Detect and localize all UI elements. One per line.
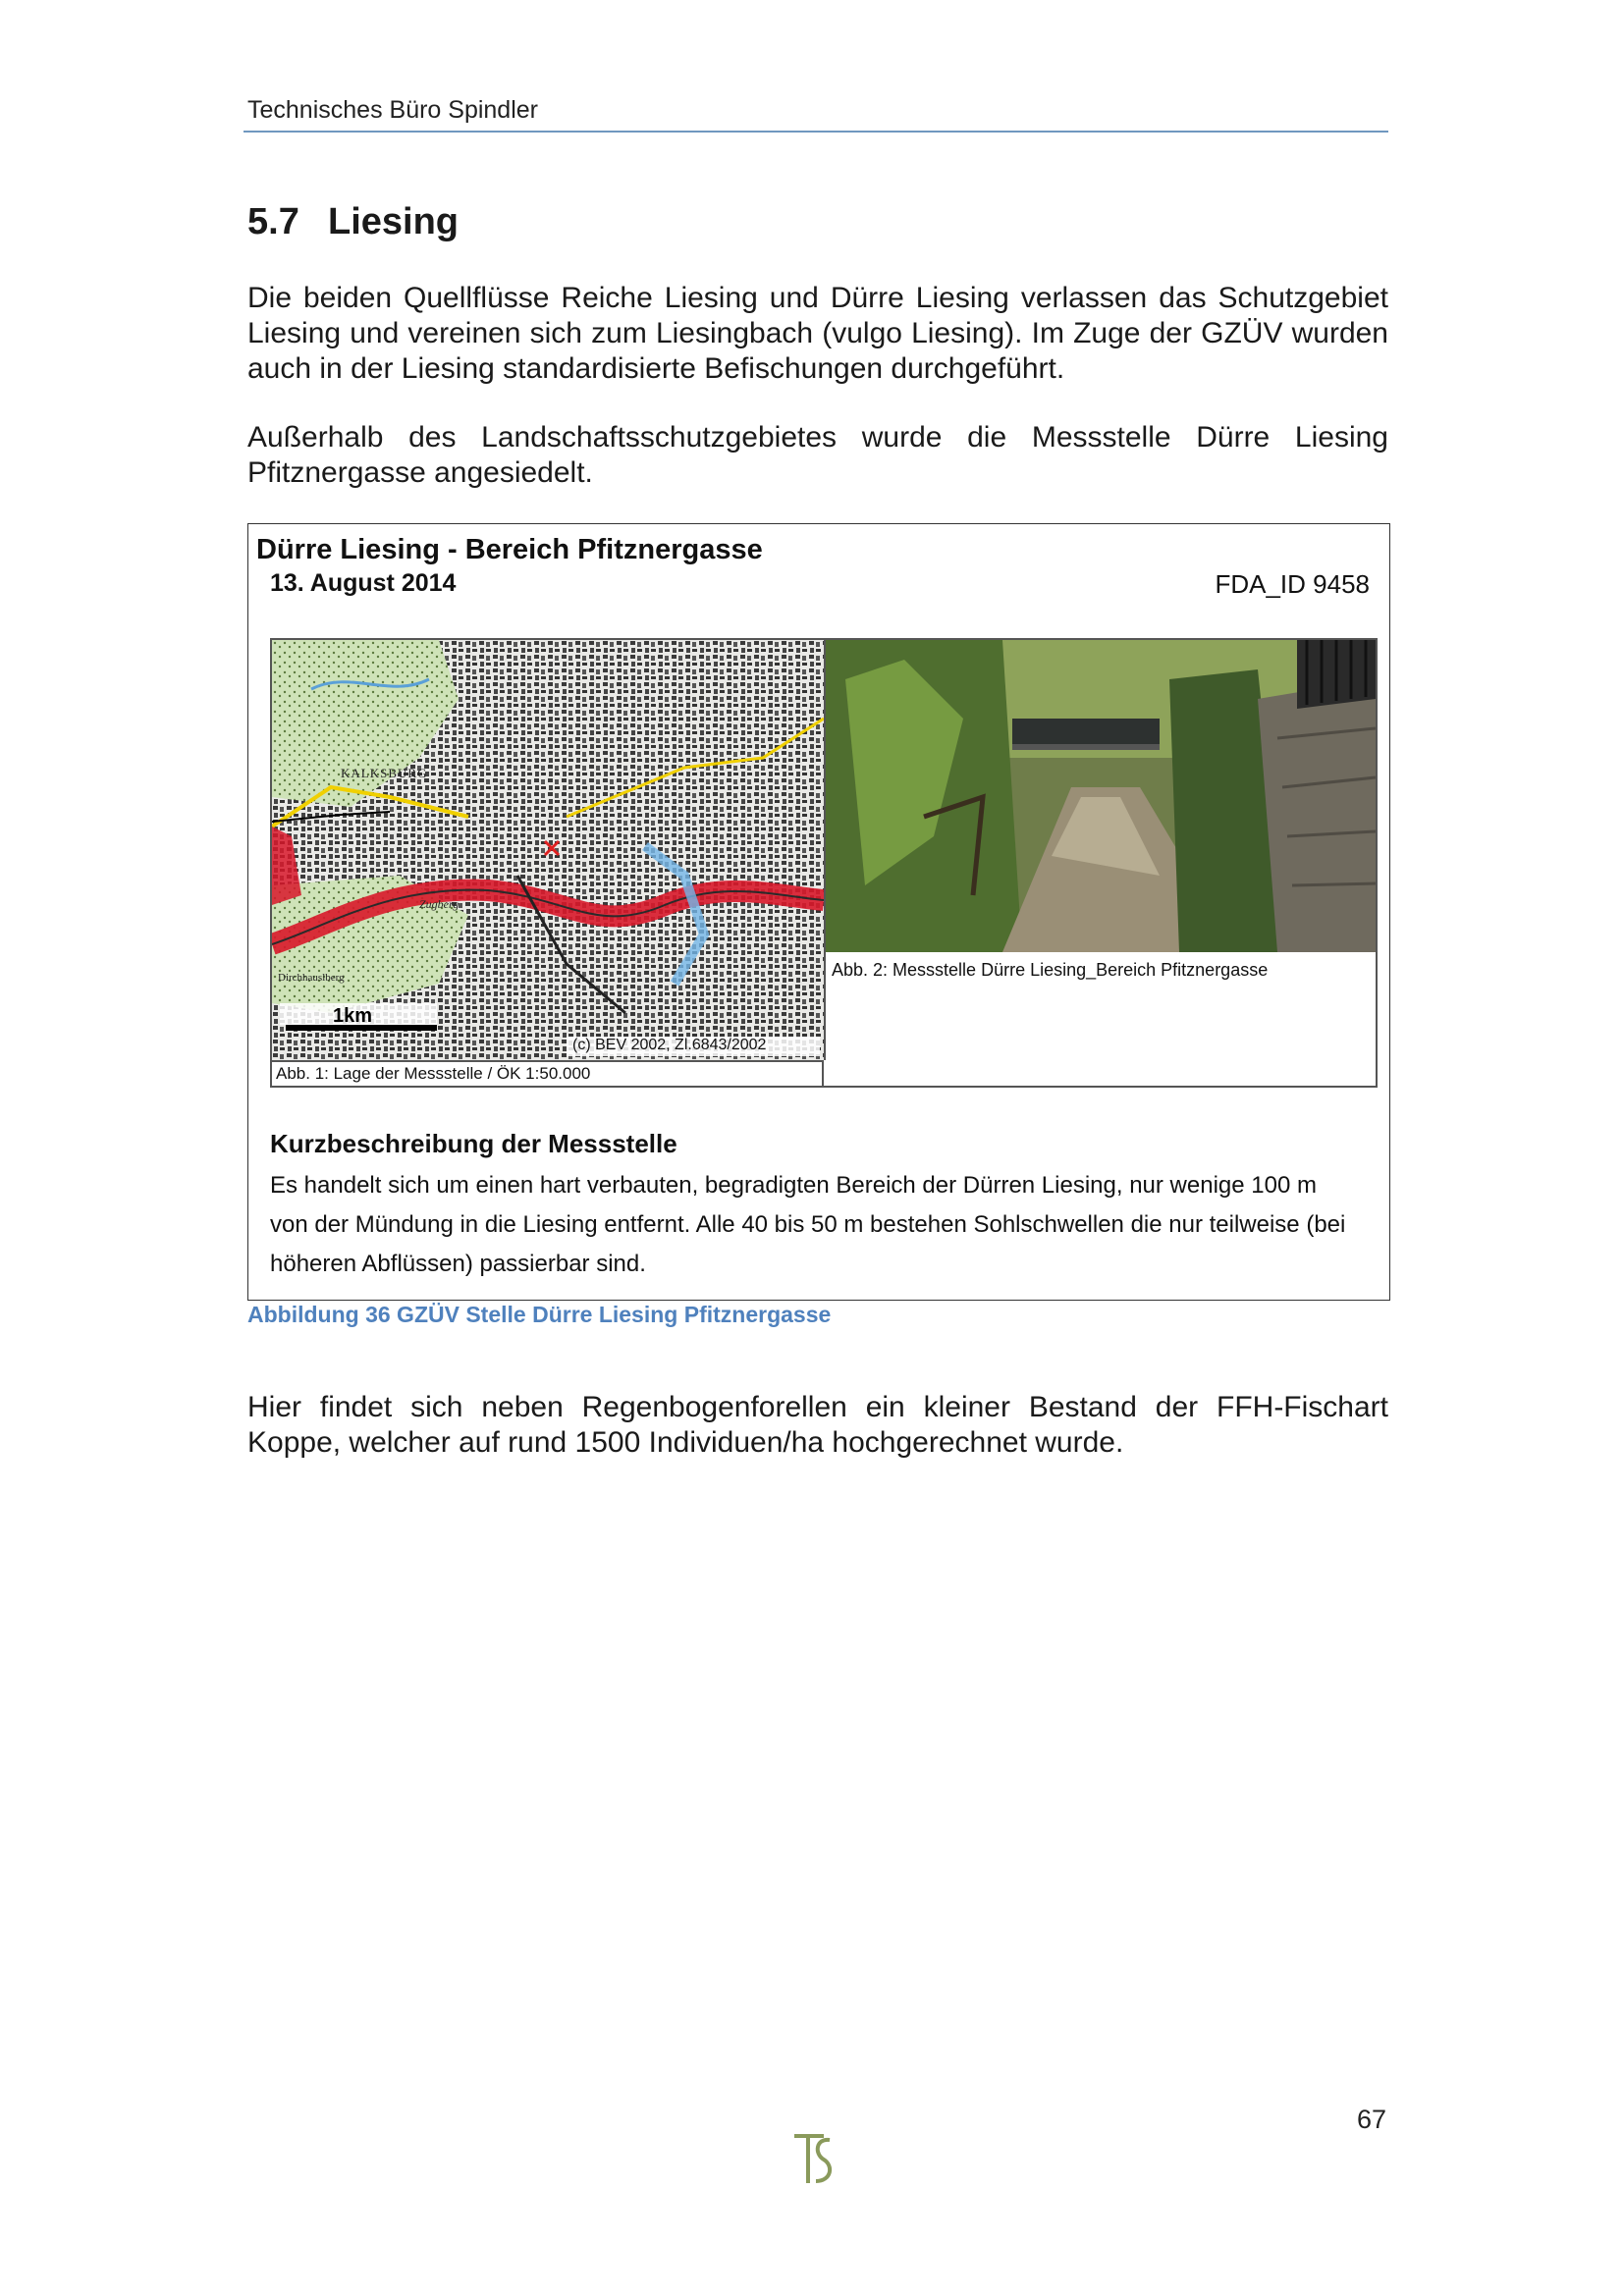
section-number: 5.7 — [247, 201, 299, 242]
map-label-zugberg: Zugberg — [419, 897, 460, 911]
figure-title: Dürre Liesing - Bereich Pfitznergasse — [256, 534, 763, 565]
description-text: Es handelt sich um einen hart verbauten, begradigten Bereich der Dürren Liesing, nur wenige 100 m von der Mündung in die Liesing entfernt. Alle 40 bis 50 m bestehen Sohlschwellen die nur teilweise (bei höheren Abflüssen) passierbar sind. — [270, 1172, 1346, 1277]
ts-logo-icon — [790, 2130, 839, 2189]
section-heading — [247, 201, 459, 243]
figure-caption: Abbildung 36 GZÜV Stelle Dürre Liesing Pfitznergasse — [247, 1302, 832, 1327]
page-number: 67 — [1357, 2105, 1387, 2134]
map-copyright: (c) BEV 2002, Zl.6843/2002 — [572, 1037, 767, 1053]
figure-panel — [270, 638, 1378, 1088]
topographic-map — [272, 640, 826, 1060]
intro-paragraph: Die beiden Quellflüsse Reiche Liesing und Dürre Liesing verlassen das Schutzgebiet Liesing und vereinen sich zum Liesingbach (vulgo Liesing). Im Zuge der GZÜV wurden auch in der Liesing standardisierte Befischungen durchgeführt. — [247, 282, 1388, 385]
map-label-hill: Dirchhauslberg — [278, 972, 345, 984]
location-paragraph: Außerhalb des Landschaftsschutzgebietes wurde die Messstelle Dürre Liesing Pfitznergasse angesiedelt. — [247, 421, 1388, 489]
site-figure — [247, 523, 1390, 1301]
findings-paragraph: Hier findet sich neben Regenbogenforellen ein kleiner Bestand der FFH-Fischart Koppe, welcher auf rund 1500 Individuen/ha hochgerechnet wurde. — [247, 1391, 1388, 1459]
figure-site-id: FDA_ID 9458 — [1215, 569, 1370, 599]
figure-date: 13. August 2014 — [270, 569, 457, 597]
site-photo — [826, 640, 1376, 952]
photo-caption: Abb. 2: Messstelle Dürre Liesing_Bereich Pfitznergasse — [832, 960, 1269, 980]
section-title: Liesing — [328, 201, 460, 242]
map-caption: Abb. 1: Lage der Messstelle / ÖK 1:50.000 — [272, 1060, 824, 1086]
running-header: Technisches Büro Spindler — [247, 96, 538, 124]
map-label-kalksburg: KALKSBURG — [341, 766, 428, 780]
header-divider — [243, 131, 1388, 133]
description-heading: Kurzbeschreibung der Messstelle — [270, 1129, 677, 1158]
map-scale-label: 1km — [333, 1005, 373, 1027]
